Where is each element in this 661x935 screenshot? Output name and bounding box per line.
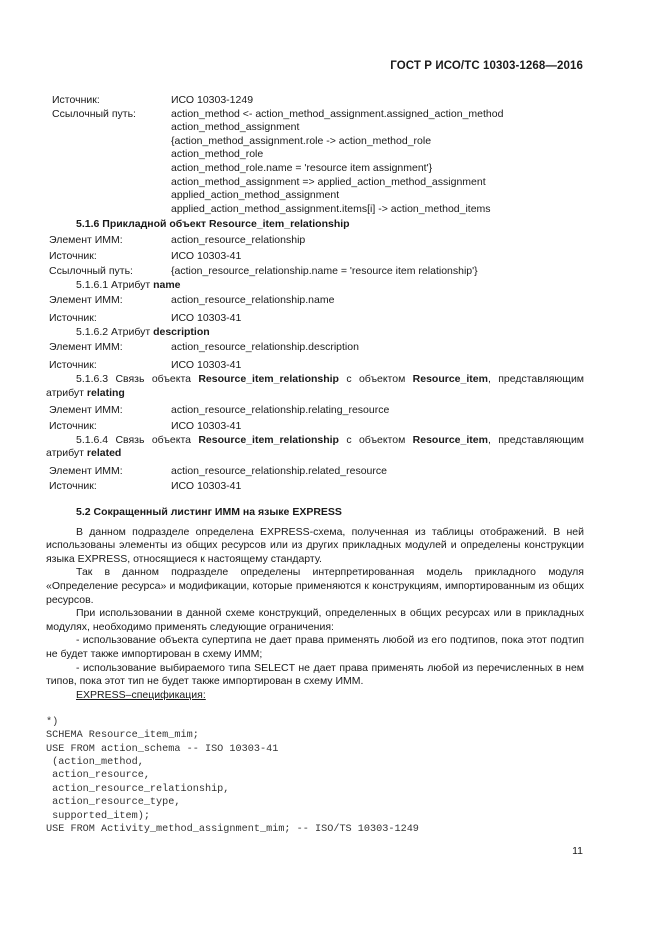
express-spec-label: EXPRESS–спецификация:	[76, 688, 206, 701]
section-heading-5-2: 5.2 Сокращенный листинг ИММ на языке EXPRESS	[76, 506, 342, 519]
page-number: 11	[572, 845, 583, 857]
code-line: USE FROM Activity_method_assignment_mim; -- ISO/TS 10303-1249	[46, 824, 419, 835]
row-value: ИСО 10303-1249	[171, 94, 254, 106]
source-row: Источник: ИСО 10303-41	[49, 311, 242, 324]
paragraph: В данном подразделе определена EXPRESS-схема, полученная из таблицы отображений. В ней использованы элементы из общих ресурсов или из других прикладных модулей и определены конструкции языка EXPRESS, относящиеся к настоящему стандарту.	[46, 525, 584, 565]
row-label: Источник:	[52, 94, 100, 106]
source-row: Источник: ИСО 10303-41	[49, 249, 242, 262]
source-row: Источник: ИСО 10303-41	[49, 420, 242, 433]
mim-element-row: Элемент ИММ: action_resource_relationship.related_resource	[49, 464, 387, 477]
mim-element-row: Элемент ИММ: action_resource_relationship.name	[49, 294, 335, 307]
row-label: Ссылочный путь:	[52, 107, 136, 120]
code-line: action_resource_type,	[46, 797, 181, 809]
mim-element-row: Элемент ИММ: action_resource_relationship.relating_resource	[49, 404, 390, 417]
express-code-block	[46, 702, 584, 836]
ref-path-line: action_method_assignment => applied_action_method_assignment	[171, 175, 486, 188]
paragraph: - использование объекта супертипа не дает права применять любой из его подтипов, пока этот подтип не будет также импортирован в схему ИММ;	[46, 634, 584, 660]
ref-path-row: Ссылочный путь: {action_resource_relationship.name = 'resource item relationship'}	[49, 265, 478, 278]
section-heading-5-1-6: 5.1.6 Прикладной объект Resource_item_relationship	[76, 218, 350, 231]
ref-path-line: action_method_role.name = 'resource item assignment'}	[171, 161, 433, 174]
paragraph: При использовании в данной схеме конструкций, определенных в общих ресурсах или в прикладных модулях, необходимо применять следующие ограничения:	[46, 607, 584, 633]
source-row: Источник: ИСО 10303-41	[49, 358, 242, 371]
ref-path-row	[46, 108, 584, 122]
subsection-heading-5-1-6-3: 5.1.6.3 Связь объекта Resource_item_relationship с объектом Resource_item, представляющим атрибут relating	[46, 373, 585, 399]
code-line: action_resource,	[46, 770, 150, 782]
mim-element-row: Элемент ИММ: action_resource_relationship.description	[49, 341, 359, 354]
code-line: (action_method,	[46, 756, 144, 768]
code-line: *)	[46, 716, 59, 728]
ref-path-line: applied_action_method_assignment.items[i] -> action_method_items	[171, 202, 491, 215]
code-line: action_resource_relationship,	[46, 783, 230, 795]
source-row: Источник: ИСО 10303-41	[49, 480, 242, 493]
mim-element-row: Элемент ИММ: action_resource_relationship	[49, 233, 306, 246]
paragraph: Так в данном подразделе определены интерпретированная модель прикладного модуля «Определение ресурса» и модификации, которые применяются к конструкциям, импортированным из общих ресурсов.	[46, 566, 584, 606]
ref-path-line: action_method_assignment	[171, 121, 300, 134]
paragraph: - использование выбираемого типа SELECT не дает права применять любой из перечисленных в нем типов, пока этот тип не будет также импортирован в схему ИММ.	[46, 661, 584, 688]
row-value: action_method <- action_method_assignment.assigned_action_method	[171, 107, 504, 120]
ref-path-line: {action_method_assignment.role -> action_method_role	[171, 134, 432, 147]
subsection-heading-5-1-6-2: 5.1.6.2 Атрибут description	[76, 325, 210, 338]
source-row	[46, 94, 584, 108]
ref-path-line: action_method_role	[171, 148, 264, 161]
ref-path-line: applied_action_method_assignment	[171, 189, 340, 202]
subsection-heading-5-1-6-1: 5.1.6.1 Атрибут name	[76, 278, 181, 291]
code-line: SCHEMA Resource_item_mim;	[46, 730, 199, 742]
code-line: supported_item);	[46, 810, 150, 822]
code-line: USE FROM action_schema -- ISO 10303-41	[46, 743, 279, 755]
page-content	[46, 94, 584, 836]
document-code: ГОСТ Р ИСО/ТС 10303-1268—2016	[390, 60, 583, 72]
subsection-heading-5-1-6-4: 5.1.6.4 Связь объекта Resource_item_relationship с объектом Resource_item, представляющим атрибут related	[46, 433, 585, 460]
